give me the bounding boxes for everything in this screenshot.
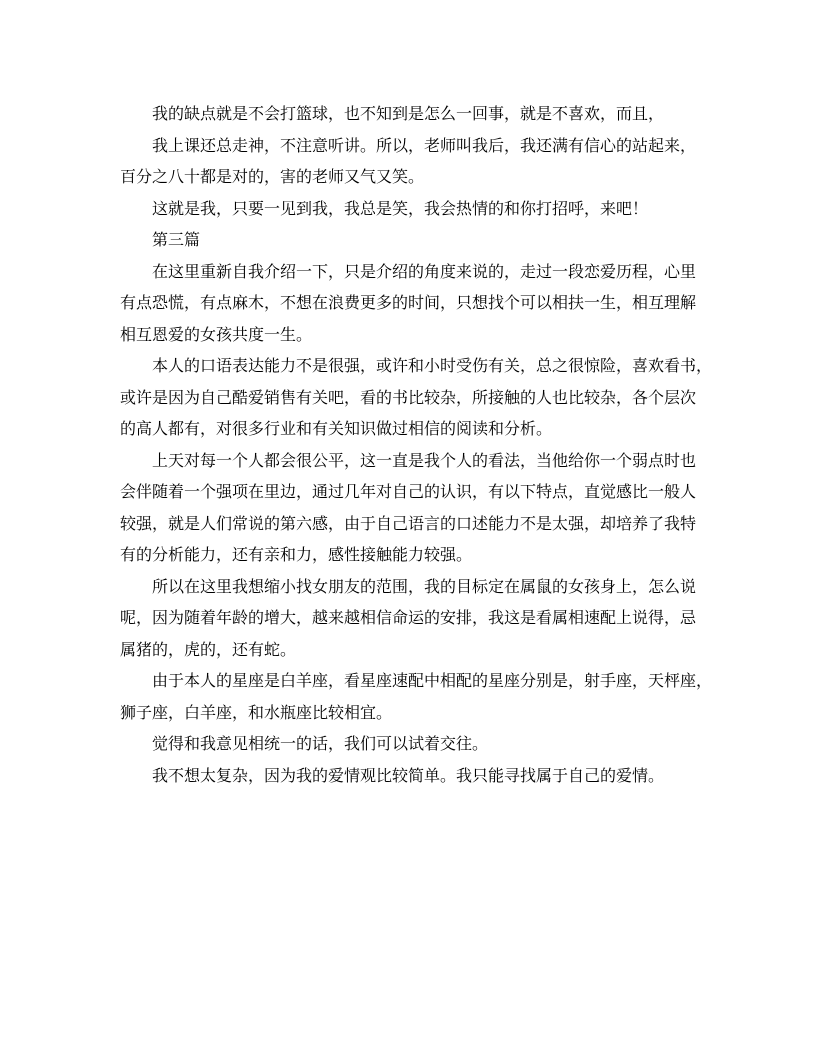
text-line: 在这里重新自我介绍一下，只是介绍的角度来说的，走过一段恋爱历程，心里 <box>152 261 697 281</box>
text-line: 百分之八十都是对的，害的老师又气又笑。 <box>120 167 425 186</box>
text-line: 的高人都有，对很多行业和有关知识做过相信的阅读和分析。 <box>120 419 553 438</box>
text-line: 有的分析能力，还有亲和力，感性接触能力较强。 <box>120 545 473 564</box>
text-line: 狮子座，白羊座，和水瓶座比较相宜。 <box>120 702 393 722</box>
text-line: 上天对每一个人都会很公平，这一直是我个人的看法，当他给你一个弱点时也 <box>152 450 697 470</box>
text-line: 属猪的，虎的，还有蛇。 <box>120 639 297 659</box>
section-heading: 第三篇 <box>152 230 201 249</box>
text-line: 有点恐慌，有点麻木，不想在浪费更多的时间，只想找个可以相扶一生，相互理解 <box>120 293 697 312</box>
text-line: 由于本人的星座是白羊座，看星座速配中相配的星座分别是，射手座，天枰座， <box>152 671 713 690</box>
text-line: 我不想太复杂，因为我的爱情观比较简单。我只能寻找属于自己的爱情。 <box>152 765 665 785</box>
text-line: 这就是我，只要一见到我，我总是笑，我会热情的和你打招呼，来吧！ <box>152 198 649 218</box>
text-line: 呢，因为随着年龄的增大，越来越相信命运的安排，我这是看属相速配上说得，忌 <box>120 608 697 627</box>
text-line: 我的缺点就是不会打篮球，也不知到是怎么一回事，就是不喜欢，而且， <box>152 104 665 123</box>
text-line: 本人的口语表达能力不是很强，或许和小时受伤有关，总之很惊险，喜欢看书， <box>152 356 713 375</box>
text-line: 较强，就是人们常说的第六感，由于自己语言的口述能力不是太强，却培养了我特 <box>120 513 697 533</box>
text-line: 我上课还总走神，不注意听讲。所以，老师叫我后，我还满有信心的站起来， <box>152 135 697 155</box>
text-line: 会伴随着一个强项在里边，通过几年对自己的认识，有以下特点，直觉感比一般人 <box>120 482 697 501</box>
document-body <box>120 98 713 791</box>
text-line: 所以在这里我想缩小找女朋友的范围，我的目标定在属鼠的女孩身上，怎么说 <box>152 576 697 596</box>
text-line: 或许是因为自己酷爱销售有关吧，看的书比较杂，所接触的人也比较杂，各个层次 <box>120 387 697 407</box>
text-line: 觉得和我意见相统一的话，我们可以试着交往。 <box>152 734 489 753</box>
text-line: 相互恩爱的女孩共度一生。 <box>120 324 313 344</box>
